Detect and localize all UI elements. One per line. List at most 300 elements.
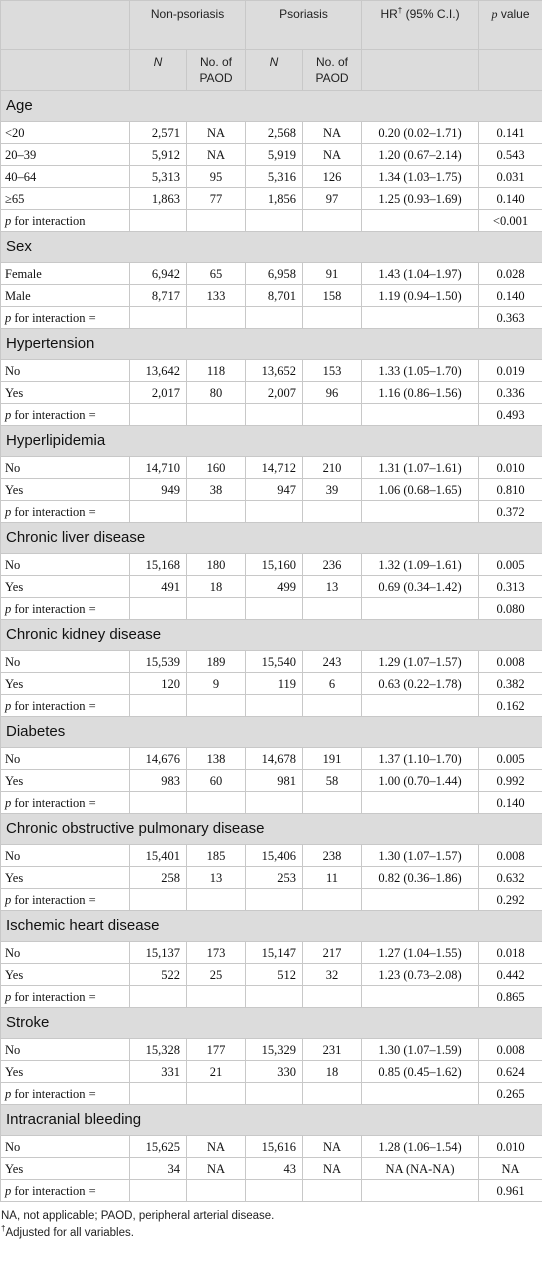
table-row [1,964,542,986]
header-n-psoriasis: N [246,50,303,91]
interaction-row [1,1083,542,1105]
p-value: 0.005 [479,554,542,576]
interaction-row [1,1180,542,1202]
paod-non-psoriasis: 118 [187,360,246,382]
paod-non-psoriasis: 189 [187,651,246,673]
paod-psoriasis: NA [303,1136,362,1158]
empty-cell [246,307,303,329]
n-psoriasis: 2,007 [246,382,303,404]
group-header-row [1,814,542,845]
paod-non-psoriasis: NA [187,144,246,166]
p-value: 0.008 [479,845,542,867]
interaction-p-value: <0.001 [479,210,542,232]
paod-non-psoriasis: 13 [187,867,246,889]
interaction-p-value: 0.292 [479,889,542,911]
paod-non-psoriasis: NA [187,122,246,144]
empty-cell [246,404,303,426]
interaction-label: p for interaction = [1,792,130,814]
interaction-label: p for interaction = [1,501,130,523]
table-row [1,651,542,673]
paod-psoriasis: 96 [303,382,362,404]
empty-cell [187,1083,246,1105]
table-row [1,188,542,210]
interaction-p-value: 0.493 [479,404,542,426]
header-n-non-psoriasis: N [130,50,187,91]
n-psoriasis: 1,856 [246,188,303,210]
n-non-psoriasis: 6,942 [130,263,187,285]
empty-cell [187,598,246,620]
n-non-psoriasis: 15,401 [130,845,187,867]
p-value: 0.031 [479,166,542,188]
hazard-ratio: 1.37 (1.10–1.70) [362,748,479,770]
hazard-ratio: 1.25 (0.93–1.69) [362,188,479,210]
empty-cell [303,307,362,329]
hazard-ratio: 1.27 (1.04–1.55) [362,942,479,964]
hazard-ratio: 1.00 (0.70–1.44) [362,770,479,792]
group-title: Diabetes [1,717,542,748]
empty-cell [130,501,187,523]
hazard-ratio: 0.20 (0.02–1.71) [362,122,479,144]
paod-non-psoriasis: 80 [187,382,246,404]
row-label: Yes [1,673,130,695]
empty-cell [130,986,187,1008]
group-header-row [1,1008,542,1039]
interaction-p-value: 0.162 [479,695,542,717]
hazard-ratio: 1.30 (1.07–1.57) [362,845,479,867]
interaction-row [1,404,542,426]
row-label: Yes [1,576,130,598]
empty-cell [187,986,246,1008]
empty-cell [303,792,362,814]
empty-cell [362,598,479,620]
empty-cell [303,501,362,523]
p-value: 0.140 [479,285,542,307]
n-non-psoriasis: 14,710 [130,457,187,479]
hazard-ratio: 1.34 (1.03–1.75) [362,166,479,188]
row-label: Yes [1,382,130,404]
paod-psoriasis: 6 [303,673,362,695]
paod-psoriasis: 13 [303,576,362,598]
hazard-ratio: 1.32 (1.09–1.61) [362,554,479,576]
table-row [1,770,542,792]
empty-cell [303,598,362,620]
empty-cell [362,986,479,1008]
group-header-row [1,232,542,263]
paod-psoriasis: NA [303,144,362,166]
paod-non-psoriasis: 65 [187,263,246,285]
n-psoriasis: 499 [246,576,303,598]
interaction-row [1,889,542,911]
empty-cell [303,695,362,717]
row-label: Yes [1,964,130,986]
n-psoriasis: 5,316 [246,166,303,188]
p-value: 0.018 [479,942,542,964]
header-non-psoriasis: Non-psoriasis [130,1,246,50]
n-non-psoriasis: 491 [130,576,187,598]
empty-cell [362,1180,479,1202]
empty-cell [187,1180,246,1202]
interaction-row [1,986,542,1008]
paod-non-psoriasis: NA [187,1158,246,1180]
paod-non-psoriasis: NA [187,1136,246,1158]
n-non-psoriasis: 15,168 [130,554,187,576]
paod-psoriasis: 18 [303,1061,362,1083]
empty-cell [362,792,479,814]
hazard-ratio: 0.69 (0.34–1.42) [362,576,479,598]
empty-cell [362,404,479,426]
p-value: 0.624 [479,1061,542,1083]
empty-cell [246,695,303,717]
n-psoriasis: 330 [246,1061,303,1083]
interaction-label: p for interaction = [1,695,130,717]
row-label: No [1,651,130,673]
empty-cell [187,792,246,814]
table-row [1,748,542,770]
paod-psoriasis: 243 [303,651,362,673]
empty-cell [246,792,303,814]
empty-cell [303,1180,362,1202]
paod-non-psoriasis: 18 [187,576,246,598]
n-non-psoriasis: 15,539 [130,651,187,673]
empty-cell [187,889,246,911]
n-non-psoriasis: 13,642 [130,360,187,382]
row-label: 20–39 [1,144,130,166]
n-psoriasis: 2,568 [246,122,303,144]
n-psoriasis: 15,540 [246,651,303,673]
paod-non-psoriasis: 185 [187,845,246,867]
n-non-psoriasis: 2,017 [130,382,187,404]
n-psoriasis: 512 [246,964,303,986]
n-non-psoriasis: 1,863 [130,188,187,210]
row-label: No [1,1039,130,1061]
p-value: 0.005 [479,748,542,770]
empty-cell [130,792,187,814]
n-non-psoriasis: 5,313 [130,166,187,188]
p-value: 0.141 [479,122,542,144]
hazard-ratio: 1.16 (0.86–1.56) [362,382,479,404]
n-non-psoriasis: 983 [130,770,187,792]
empty-cell [246,210,303,232]
interaction-label: p for interaction = [1,1083,130,1105]
interaction-label: p for interaction = [1,1180,130,1202]
header-hr-blank [362,50,479,91]
n-psoriasis: 5,919 [246,144,303,166]
group-header-row [1,426,542,457]
empty-cell [130,1180,187,1202]
n-psoriasis: 15,329 [246,1039,303,1061]
empty-cell [246,1083,303,1105]
empty-cell [187,501,246,523]
n-non-psoriasis: 949 [130,479,187,501]
header-hr: HR† (95% C.I.) [362,1,479,50]
corner-cell-2 [1,50,130,91]
empty-cell [246,598,303,620]
interaction-label: p for interaction = [1,307,130,329]
table-row [1,1158,542,1180]
n-non-psoriasis: 15,328 [130,1039,187,1061]
interaction-p-value: 0.865 [479,986,542,1008]
group-title: Age [1,91,542,122]
paod-psoriasis: 126 [303,166,362,188]
hazard-ratio: NA (NA-NA) [362,1158,479,1180]
group-header-row [1,620,542,651]
empty-cell [303,404,362,426]
row-label: No [1,845,130,867]
paod-psoriasis: 39 [303,479,362,501]
n-non-psoriasis: 5,912 [130,144,187,166]
group-title: Stroke [1,1008,542,1039]
group-title: Hypertension [1,329,542,360]
interaction-row [1,307,542,329]
interaction-p-value: 0.363 [479,307,542,329]
paod-non-psoriasis: 25 [187,964,246,986]
p-value: 0.010 [479,457,542,479]
interaction-p-value: 0.140 [479,792,542,814]
p-value: 0.140 [479,188,542,210]
empty-cell [303,210,362,232]
n-psoriasis: 43 [246,1158,303,1180]
empty-cell [187,404,246,426]
table-row [1,867,542,889]
row-label: No [1,1136,130,1158]
empty-cell [130,404,187,426]
header-p-value: p value [479,1,542,50]
table-row [1,1136,542,1158]
n-psoriasis: 15,406 [246,845,303,867]
paod-psoriasis: NA [303,1158,362,1180]
paod-psoriasis: 58 [303,770,362,792]
p-value: NA [479,1158,542,1180]
row-label: Yes [1,1061,130,1083]
interaction-label: p for interaction = [1,598,130,620]
n-psoriasis: 6,958 [246,263,303,285]
empty-cell [362,695,479,717]
p-value: 0.382 [479,673,542,695]
paod-non-psoriasis: 60 [187,770,246,792]
empty-cell [246,501,303,523]
paod-non-psoriasis: 95 [187,166,246,188]
group-title: Intracranial bleeding [1,1105,542,1136]
table-row [1,457,542,479]
group-title: Chronic liver disease [1,523,542,554]
interaction-row [1,598,542,620]
n-psoriasis: 15,147 [246,942,303,964]
n-psoriasis: 981 [246,770,303,792]
p-value: 0.313 [479,576,542,598]
empty-cell [246,1180,303,1202]
n-psoriasis: 15,160 [246,554,303,576]
table-row [1,285,542,307]
interaction-p-value: 0.372 [479,501,542,523]
empty-cell [130,695,187,717]
n-psoriasis: 119 [246,673,303,695]
table-row [1,1039,542,1061]
footnote-adjusted: †Adjusted for all variables. [1,1224,134,1239]
hazard-ratio: 1.19 (0.94–1.50) [362,285,479,307]
table-row [1,576,542,598]
table-row [1,166,542,188]
header-psoriasis: Psoriasis [246,1,362,50]
row-label: Yes [1,479,130,501]
group-header-row [1,717,542,748]
paod-psoriasis: 217 [303,942,362,964]
interaction-label: p for interaction [1,210,130,232]
paod-non-psoriasis: 133 [187,285,246,307]
row-label: Yes [1,1158,130,1180]
hazard-ratio: 1.28 (1.06–1.54) [362,1136,479,1158]
paod-non-psoriasis: 9 [187,673,246,695]
paod-psoriasis: 191 [303,748,362,770]
row-label: Female [1,263,130,285]
empty-cell [362,501,479,523]
paod-psoriasis: 97 [303,188,362,210]
table-row [1,144,542,166]
interaction-p-value: 0.961 [479,1180,542,1202]
n-non-psoriasis: 8,717 [130,285,187,307]
p-value: 0.028 [479,263,542,285]
table-row [1,263,542,285]
n-non-psoriasis: 2,571 [130,122,187,144]
hazard-ratio: 1.33 (1.05–1.70) [362,360,479,382]
row-label: No [1,360,130,382]
p-value: 0.810 [479,479,542,501]
hazard-ratio: 0.82 (0.36–1.86) [362,867,479,889]
header-paod-non-psoriasis: No. of PAOD [187,50,246,91]
paod-non-psoriasis: 177 [187,1039,246,1061]
empty-cell [130,210,187,232]
n-psoriasis: 8,701 [246,285,303,307]
empty-cell [246,889,303,911]
paod-non-psoriasis: 173 [187,942,246,964]
p-value: 0.019 [479,360,542,382]
hazard-ratio: 1.43 (1.04–1.97) [362,263,479,285]
row-label: Male [1,285,130,307]
header-p-blank [479,50,542,91]
n-non-psoriasis: 258 [130,867,187,889]
n-non-psoriasis: 15,625 [130,1136,187,1158]
paod-psoriasis: 91 [303,263,362,285]
p-value: 0.632 [479,867,542,889]
paod-psoriasis: 153 [303,360,362,382]
p-value: 0.336 [479,382,542,404]
paod-psoriasis: 210 [303,457,362,479]
paod-psoriasis: 238 [303,845,362,867]
row-label: <20 [1,122,130,144]
empty-cell [187,210,246,232]
hazard-ratio: 0.85 (0.45–1.62) [362,1061,479,1083]
empty-cell [362,1083,479,1105]
group-title: Hyperlipidemia [1,426,542,457]
group-title: Chronic obstructive pulmonary disease [1,814,542,845]
n-psoriasis: 15,616 [246,1136,303,1158]
paod-non-psoriasis: 38 [187,479,246,501]
empty-cell [303,889,362,911]
paod-psoriasis: 158 [303,285,362,307]
paod-psoriasis: 11 [303,867,362,889]
interaction-p-value: 0.080 [479,598,542,620]
n-non-psoriasis: 331 [130,1061,187,1083]
group-header-row [1,523,542,554]
empty-cell [246,986,303,1008]
p-value: 0.010 [479,1136,542,1158]
table-row [1,1061,542,1083]
table-row [1,122,542,144]
paod-non-psoriasis: 21 [187,1061,246,1083]
n-psoriasis: 14,678 [246,748,303,770]
paod-non-psoriasis: 138 [187,748,246,770]
hazard-ratio: 1.06 (0.68–1.65) [362,479,479,501]
interaction-label: p for interaction = [1,986,130,1008]
p-value: 0.543 [479,144,542,166]
row-label: Yes [1,867,130,889]
n-psoriasis: 14,712 [246,457,303,479]
empty-cell [303,1083,362,1105]
empty-cell [362,889,479,911]
hazard-ratio: 1.29 (1.07–1.57) [362,651,479,673]
group-header-row [1,1105,542,1136]
empty-cell [130,1083,187,1105]
hazard-ratio: 1.20 (0.67–2.14) [362,144,479,166]
empty-cell [362,307,479,329]
interaction-row [1,501,542,523]
row-label: Yes [1,770,130,792]
paod-non-psoriasis: 180 [187,554,246,576]
empty-cell [130,307,187,329]
group-title: Sex [1,232,542,263]
p-value: 0.992 [479,770,542,792]
interaction-label: p for interaction = [1,889,130,911]
interaction-row [1,695,542,717]
table-row [1,845,542,867]
table-row [1,554,542,576]
group-title: Chronic kidney disease [1,620,542,651]
group-title: Ischemic heart disease [1,911,542,942]
interaction-row [1,210,542,232]
paod-psoriasis: 231 [303,1039,362,1061]
row-label: No [1,748,130,770]
table-row [1,942,542,964]
corner-cell [1,1,130,50]
n-non-psoriasis: 522 [130,964,187,986]
hazard-ratio: 1.31 (1.07–1.61) [362,457,479,479]
group-header-row [1,911,542,942]
table-row [1,673,542,695]
footnote-abbreviations: NA, not applicable; PAOD, peripheral arterial disease. [1,1210,275,1222]
n-non-psoriasis: 15,137 [130,942,187,964]
paod-non-psoriasis: 160 [187,457,246,479]
hazard-ratio: 0.63 (0.22–1.78) [362,673,479,695]
interaction-p-value: 0.265 [479,1083,542,1105]
table-row [1,360,542,382]
paod-non-psoriasis: 77 [187,188,246,210]
table-row [1,382,542,404]
group-header-row [1,91,542,122]
paod-psoriasis: NA [303,122,362,144]
n-non-psoriasis: 120 [130,673,187,695]
empty-cell [303,986,362,1008]
p-value: 0.008 [479,1039,542,1061]
empty-cell [362,210,479,232]
n-psoriasis: 253 [246,867,303,889]
empty-cell [130,598,187,620]
interaction-label: p for interaction = [1,404,130,426]
n-non-psoriasis: 34 [130,1158,187,1180]
table-row [1,479,542,501]
group-header-row [1,329,542,360]
empty-cell [187,307,246,329]
n-psoriasis: 13,652 [246,360,303,382]
paod-psoriasis: 236 [303,554,362,576]
